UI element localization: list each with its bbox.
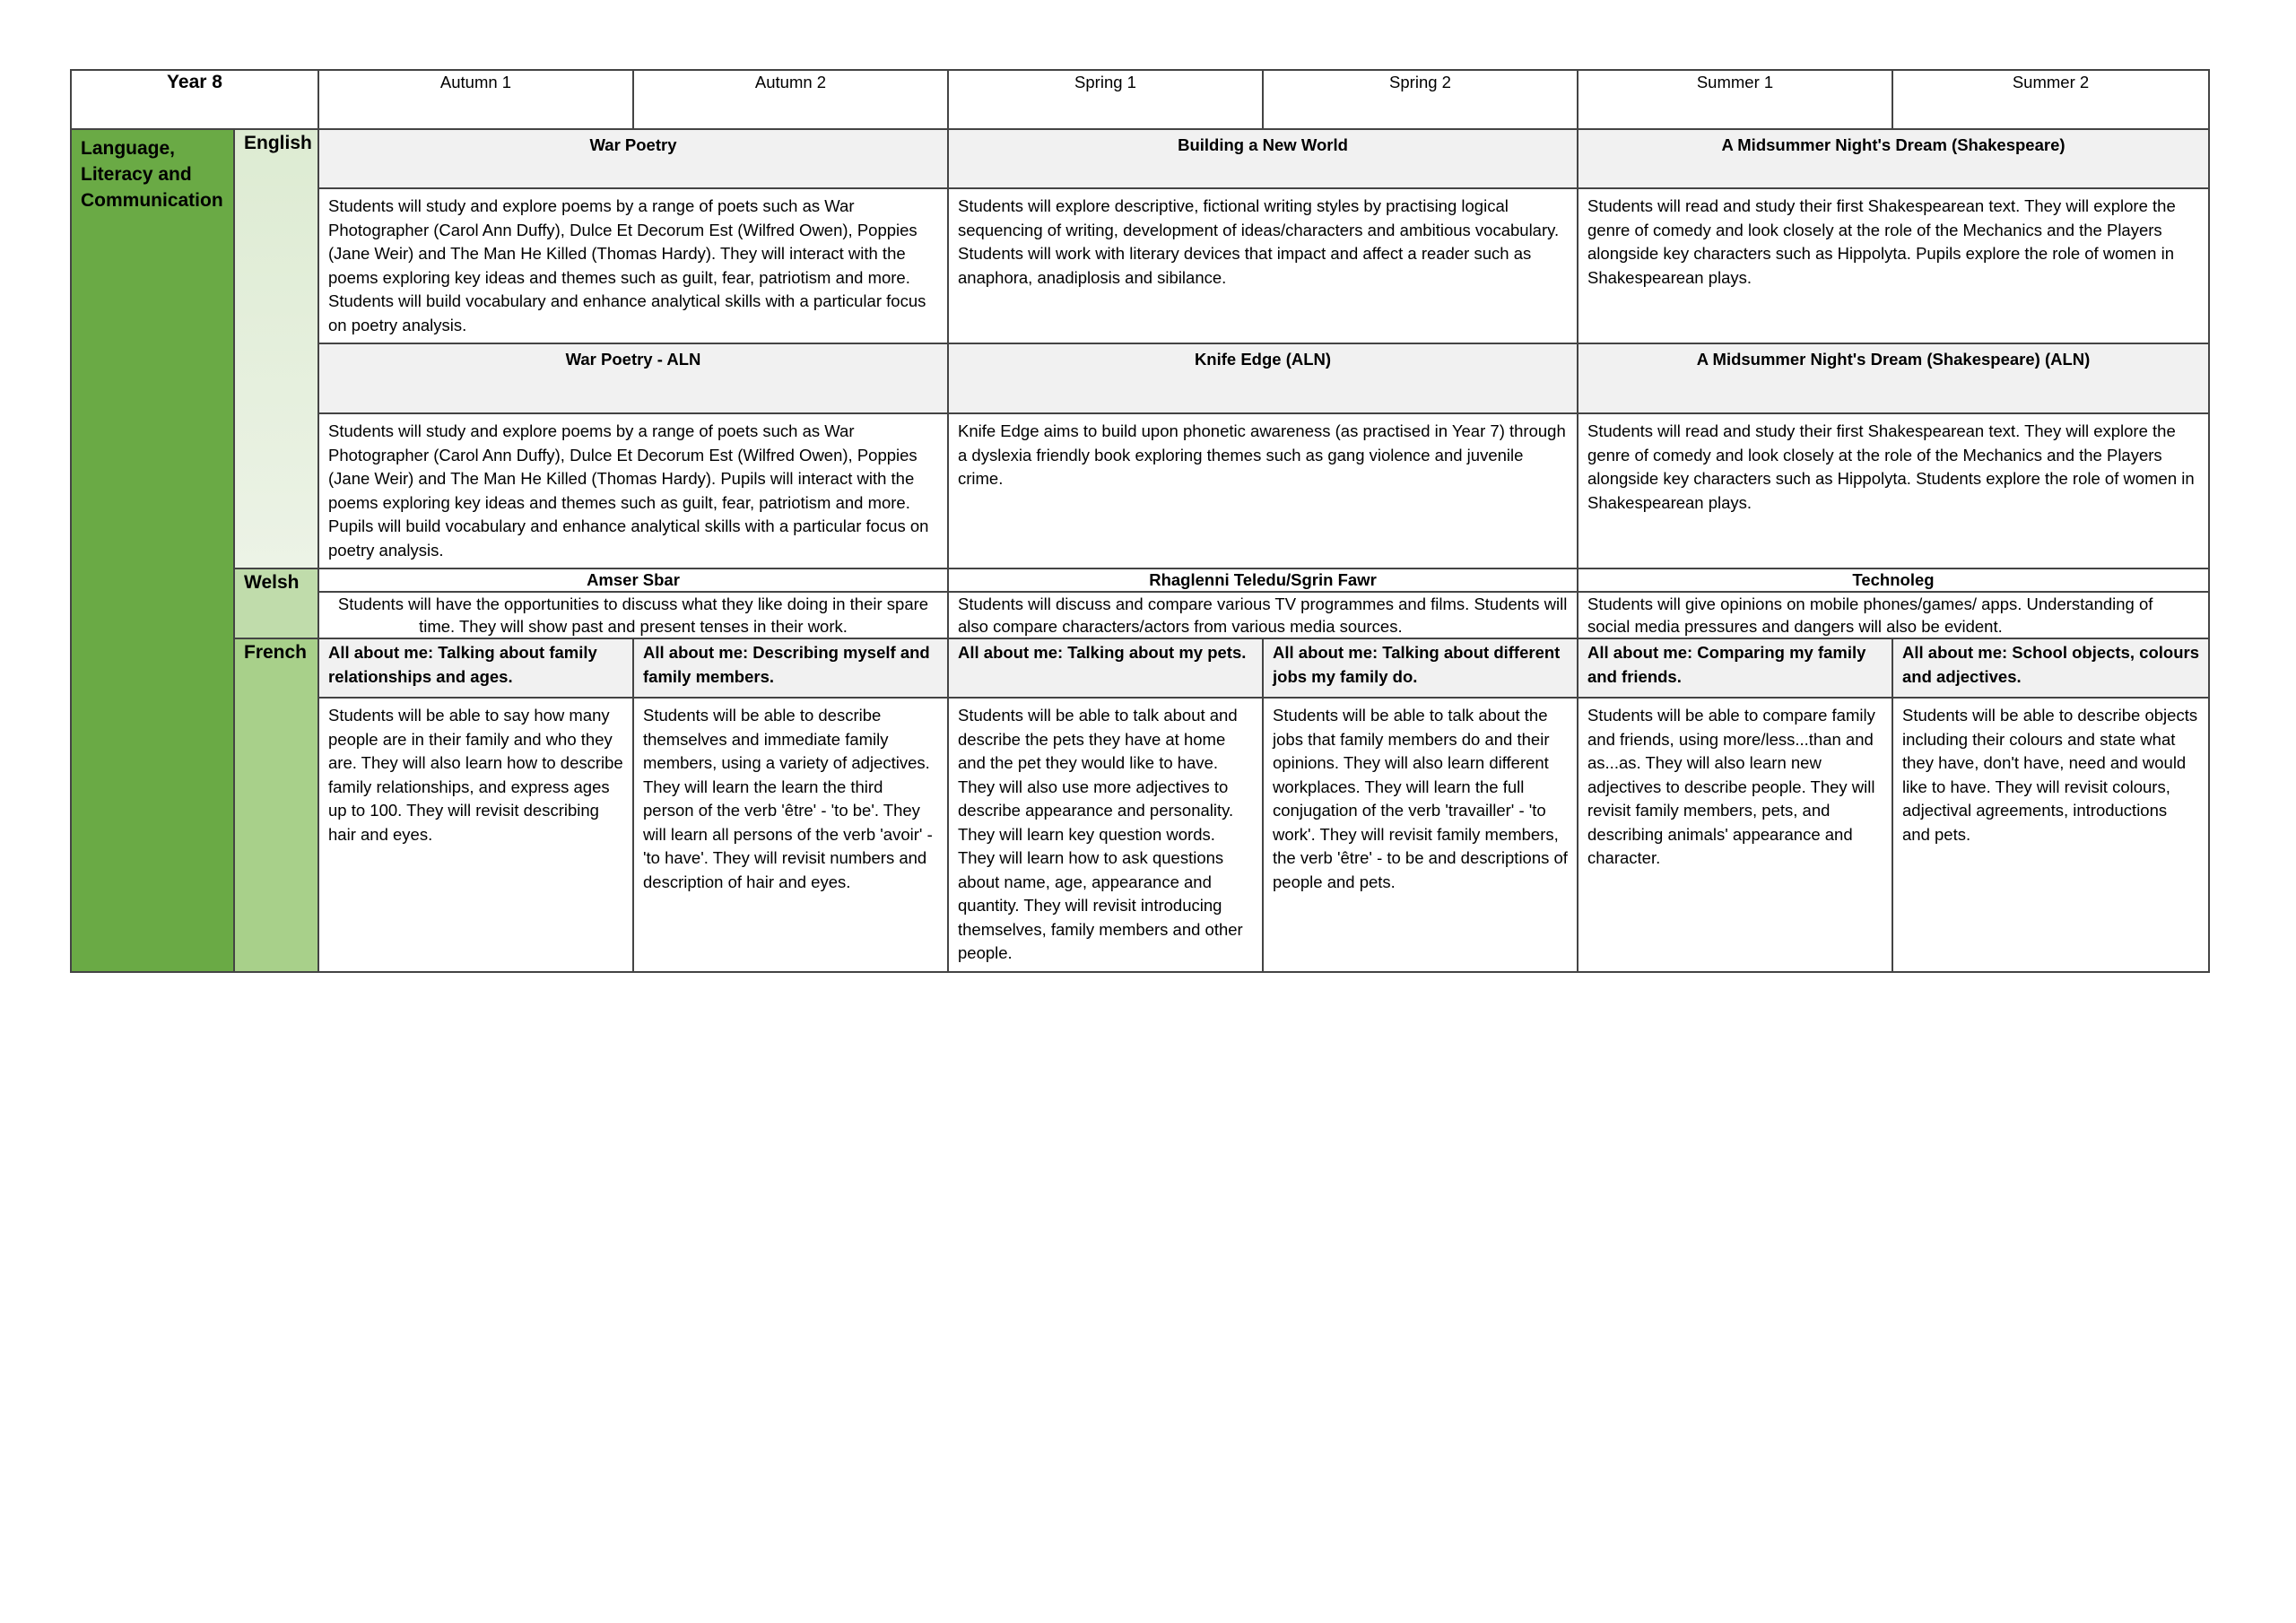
term-spring-1: Spring 1 <box>948 70 1263 129</box>
year-label: Year 8 <box>71 70 318 129</box>
welsh-title-row <box>71 568 2209 592</box>
english-aln-topic-autumn: War Poetry - ALN <box>318 343 948 413</box>
welsh-desc-autumn: Students will have the opportunities to discuss what they like doing in their spare time. They will show past and present tenses in their work. <box>318 592 948 638</box>
english-aln-desc-row <box>71 413 2209 568</box>
french-title-row <box>71 638 2209 698</box>
french-desc-autumn-2: Students will be able to describe themselves and immediate family members, using a variety of adjectives. They will learn the learn the third person of the verb 'être' - 'to be'. They will learn all persons of the verb 'avoir' - 'to have'. They will revisit numbers and description of hair and eyes. <box>633 698 948 972</box>
term-spring-2: Spring 2 <box>1263 70 1578 129</box>
english-aln-topic-spring: Knife Edge (ALN) <box>948 343 1578 413</box>
subject-french: French <box>234 638 318 972</box>
english-aln-topic-summer: A Midsummer Night's Dream (Shakespeare) (ALN) <box>1578 343 2209 413</box>
welsh-topic-spring: Rhaglenni Teledu/Sgrin Fawr <box>948 568 1578 592</box>
french-topic-summer-1: All about me: Comparing my family and friends. <box>1578 638 1892 698</box>
curriculum-table <box>70 69 2210 973</box>
french-desc-spring-1: Students will be able to talk about and describe the pets they have at home and the pet they would like to have. They will also use more adjectives to describe appearance and personality. They will learn key question words. They will learn how to ask questions about name, age, appearance and quantity. They will revisit introducing themselves, family members and other people. <box>948 698 1263 972</box>
french-desc-summer-1: Students will be able to compare family and friends, using more/less...than and as...as. They will also learn new adjectives to describe people. They will revisit family members, pets, and describing animals' appearance and character. <box>1578 698 1892 972</box>
english-topic-summer: A Midsummer Night's Dream (Shakespeare) <box>1578 129 2209 188</box>
french-topic-autumn-2: All about me: Describing myself and family members. <box>633 638 948 698</box>
header-row <box>71 70 2209 129</box>
welsh-desc-summer: Students will give opinions on mobile phones/games/ apps. Understanding of social media pressures and dangers will also be evident. <box>1578 592 2209 638</box>
french-desc-autumn-1: Students will be able to say how many people are in their family and who they are. They will also learn how to describe family relationships, and express ages up to 100. They will revisit describing hair and eyes. <box>318 698 633 972</box>
area-label: Language, Literacy and Communication <box>71 129 234 972</box>
english-topic-autumn: War Poetry <box>318 129 948 188</box>
english-main-desc-row <box>71 188 2209 343</box>
english-desc-spring: Students will explore descriptive, fictional writing styles by practising logical sequencing of writing, development of ideas/characters and ambitious vocabulary. Students will work with literary devices that impact and affect a reader such as anaphora, anadiplosis and sibilance. <box>948 188 1578 343</box>
term-autumn-1: Autumn 1 <box>318 70 633 129</box>
french-topic-summer-2: All about me: School objects, colours and adjectives. <box>1892 638 2209 698</box>
english-topic-spring: Building a New World <box>948 129 1578 188</box>
term-autumn-2: Autumn 2 <box>633 70 948 129</box>
welsh-desc-row <box>71 592 2209 638</box>
french-topic-spring-1: All about me: Talking about my pets. <box>948 638 1263 698</box>
french-desc-row <box>71 698 2209 972</box>
english-aln-desc-summer: Students will read and study their first Shakespearean text. They will explore the genre of comedy and look closely at the role of the Mechanics and the Players alongside key characters such as Hippolyta. Students explore the role of women in Shakespearean plays. <box>1578 413 2209 568</box>
english-aln-title-row <box>71 343 2209 413</box>
french-desc-summer-2: Students will be able to describe objects including their colours and state what they have, don't have, need and would like to have. They will revisit colours, adjectival agreements, introductions and pets. <box>1892 698 2209 972</box>
welsh-topic-summer: Technoleg <box>1578 568 2209 592</box>
subject-welsh: Welsh <box>234 568 318 638</box>
english-main-title-row <box>71 129 2209 188</box>
french-topic-autumn-1: All about me: Talking about family relationships and ages. <box>318 638 633 698</box>
subject-english: English <box>234 129 318 568</box>
term-summer-2: Summer 2 <box>1892 70 2209 129</box>
term-summer-1: Summer 1 <box>1578 70 1892 129</box>
welsh-topic-autumn: Amser Sbar <box>318 568 948 592</box>
french-topic-spring-2: All about me: Talking about different jobs my family do. <box>1263 638 1578 698</box>
english-desc-summer: Students will read and study their first Shakespearean text. They will explore the genre of comedy and look closely at the role of the Mechanics and the Players alongside key characters such as Hippolyta. Pupils explore the role of women in Shakespearean plays. <box>1578 188 2209 343</box>
welsh-desc-spring: Students will discuss and compare various TV programmes and films. Students will also compare characters/actors from various media sources. <box>948 592 1578 638</box>
english-desc-autumn: Students will study and explore poems by a range of poets such as War Photographer (Carol Ann Duffy), Dulce Et Decorum Est (Wilfred Owen), Poppies (Jane Weir) and The Man He Killed (Thomas Hardy). They will interact with the poems exploring key ideas and themes such as guilt, fear, patriotism and more. Students will build vocabulary and enhance analytical skills with a particular focus on poetry analysis. <box>318 188 948 343</box>
english-aln-desc-spring: Knife Edge aims to build upon phonetic awareness (as practised in Year 7) through a dyslexia friendly book exploring themes such as gang violence and juvenile crime. <box>948 413 1578 568</box>
french-desc-spring-2: Students will be able to talk about the jobs that family members do and their opinions. They will also learn different workplaces. They will learn the full conjugation of the verb 'travailler' - 'to work'. They will revisit family members, the verb 'être' - to be and descriptions of people and pets. <box>1263 698 1578 972</box>
english-aln-desc-autumn: Students will study and explore poems by a range of poets such as War Photographer (Carol Ann Duffy), Dulce Et Decorum Est (Wilfred Owen), Poppies (Jane Weir) and The Man He Killed (Thomas Hardy). Pupils will interact with the poems exploring key ideas and themes such as guilt, fear, patriotism and more. Pupils will build vocabulary and enhance analytical skills with a particular focus on poetry analysis. <box>318 413 948 568</box>
